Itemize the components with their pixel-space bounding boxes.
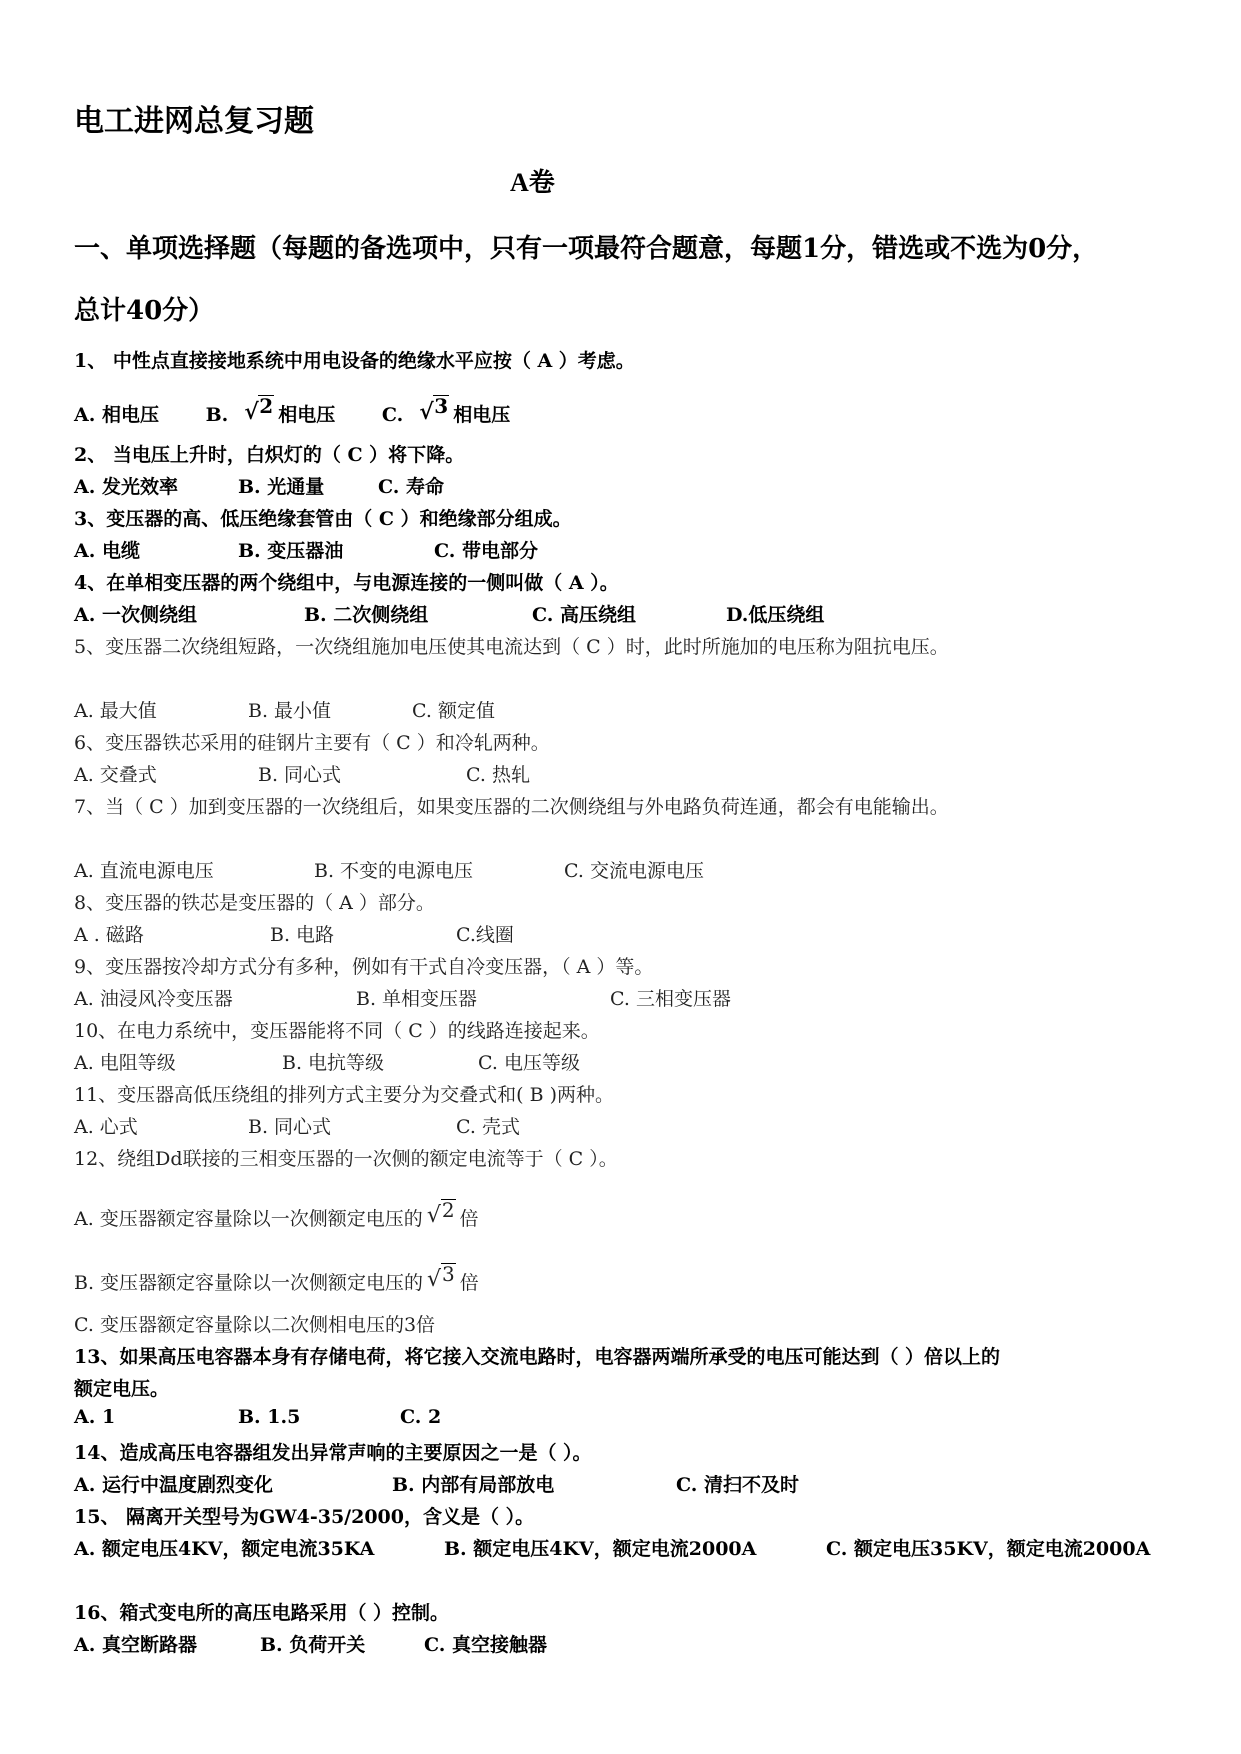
q6-option-c: C. 热轧 xyxy=(466,764,530,786)
q9-option-b: B. 单相变压器 xyxy=(356,988,478,1010)
q14-option-b: B. 内部有局部放电 xyxy=(392,1474,555,1496)
question-16-stem: 16、箱式变电所的高压电路采用（ ）控制。 xyxy=(74,1602,450,1624)
q15-option-c: C. 额定电压35KV，额定电流2000A xyxy=(826,1538,1151,1560)
q13-option-c: C. 2 xyxy=(400,1406,442,1428)
q11-option-c: C. 壳式 xyxy=(456,1116,520,1138)
question-5-stem: 5、变压器二次绕组短路，一次绕组施加电压使其电流达到（ C ）时，此时所施加的电压称为阻抗电压。 xyxy=(74,636,949,658)
q16-option-c: C. 真空接触器 xyxy=(424,1634,548,1656)
question-1-stem: 1、 中性点直接接地系统中用电设备的绝缘水平应按（ A ）考虑。 xyxy=(74,350,635,372)
q5-option-a: A. 最大值 xyxy=(74,700,157,722)
question-4-stem: 4、在单相变压器的两个绕组中，与电源连接的一侧叫做（ A ）。 xyxy=(74,572,619,594)
q4-option-a: A. 一次侧绕组 xyxy=(74,604,197,626)
q10-option-c: C. 电压等级 xyxy=(478,1052,580,1074)
q1-option-a: A. 相电压 xyxy=(74,404,159,426)
question-9-stem: 9、变压器按冷却方式分有多种，例如有干式自冷变压器，（ A ）等。 xyxy=(74,956,654,978)
section-heading-line1: 一、单项选择题（每题的备选项中，只有一项最符合题意，每题1分，错选或不选为0分， xyxy=(74,234,1099,264)
q12-option-c: C. 变压器额定容量除以二次侧相电压的3倍 xyxy=(74,1314,436,1336)
q2-option-c: C. 寿命 xyxy=(378,476,445,498)
paper-subtitle: A卷 xyxy=(510,168,555,197)
q9-option-c: C. 三相变压器 xyxy=(610,988,731,1010)
question-6-stem: 6、变压器铁芯采用的硅钢片主要有（ C ）和冷轧两种。 xyxy=(74,732,550,754)
question-14-stem: 14、造成高压电容器组发出异常声响的主要原因之一是（ ）。 xyxy=(74,1442,592,1464)
q14-option-c: C. 清扫不及时 xyxy=(676,1474,800,1496)
section-heading-line2: 总计40分） xyxy=(74,296,215,326)
q16-option-b: B. 负荷开关 xyxy=(260,1634,366,1656)
sqrt-symbol: √ 2 xyxy=(426,1198,455,1228)
question-13-stem-line1: 13、如果高压电容器本身有存储电荷，将它接入交流电路时，电容器两端所承受的电压可能达到（ ）倍以上的 xyxy=(74,1346,1001,1368)
sqrt-symbol: √ 2 xyxy=(244,394,274,425)
q4-option-b: B. 二次侧绕组 xyxy=(304,604,429,626)
q8-option-a: A . 磁路 xyxy=(74,924,144,946)
question-13-stem-line2: 额定电压。 xyxy=(74,1378,170,1400)
sqrt-symbol: √ 3 xyxy=(427,1262,455,1292)
question-7-stem: 7、当（ C ）加到变压器的一次绕组后，如果变压器的二次侧绕组与外电路负荷连通，都会有电能输出。 xyxy=(74,796,949,818)
q3-option-b: B. 变压器油 xyxy=(238,540,344,562)
q6-option-b: B. 同心式 xyxy=(258,764,342,786)
q1-option-c-prefix: C. xyxy=(381,404,404,426)
q11-option-a: A. 心式 xyxy=(74,1116,138,1138)
q14-option-a: A. 运行中温度剧烈变化 xyxy=(74,1474,273,1496)
q2-option-b: B. 光通量 xyxy=(238,476,325,498)
q15-option-a: A. 额定电压4KV，额定电流35KA xyxy=(74,1538,375,1560)
q13-option-a: A. 1 xyxy=(74,1406,116,1428)
q12-option-a: A. 变压器额定容量除以一次侧额定电压的 √ 2 倍 xyxy=(74,1198,479,1230)
q9-option-a: A. 油浸风冷变压器 xyxy=(74,988,233,1010)
q1-option-c-suffix: 相电压 xyxy=(453,404,511,426)
q1-option-b-suffix: 相电压 xyxy=(278,404,336,426)
q8-option-b: B. 电路 xyxy=(270,924,335,946)
question-12-stem: 12、绕组Dd联接的三相变压器的一次侧的额定电流等于（ C ）。 xyxy=(74,1148,618,1170)
question-10-stem: 10、在电力系统中，变压器能将不同（ C ）的线路连接起来。 xyxy=(74,1020,600,1042)
q11-option-b: B. 同心式 xyxy=(248,1116,332,1138)
q10-option-b: B. 电抗等级 xyxy=(282,1052,385,1074)
question-1-options xyxy=(74,394,511,427)
q4-option-c: C. 高压绕组 xyxy=(532,604,637,626)
q13-option-b: B. 1.5 xyxy=(238,1406,301,1428)
q3-option-c: C. 带电部分 xyxy=(434,540,539,562)
q4-option-d: D.低压绕组 xyxy=(726,604,825,626)
q2-option-a: A. 发光效率 xyxy=(74,476,178,498)
question-8-stem: 8、变压器的铁芯是变压器的（ A ）部分。 xyxy=(74,892,435,914)
question-3-stem: 3、变压器的高、低压绝缘套管由（ C ）和绝缘部分组成。 xyxy=(74,508,572,530)
q10-option-a: A. 电阻等级 xyxy=(74,1052,176,1074)
q12-option-b: B. 变压器额定容量除以一次侧额定电压的 √ 3 倍 xyxy=(74,1262,479,1294)
q8-option-c: C.线圈 xyxy=(456,924,514,946)
question-2-stem: 2、 当电压上升时，白炽灯的（ C ）将下降。 xyxy=(74,444,465,466)
q6-option-a: A. 交叠式 xyxy=(74,764,157,786)
q5-option-b: B. 最小值 xyxy=(248,700,332,722)
q16-option-a: A. 真空断路器 xyxy=(74,1634,197,1656)
q7-option-c: C. 交流电源电压 xyxy=(564,860,704,882)
q7-option-b: B. 不变的电源电压 xyxy=(314,860,474,882)
question-15-stem: 15、 隔离开关型号为GW4-35/2000，含义是（ ）。 xyxy=(74,1506,535,1528)
q3-option-a: A. 电缆 xyxy=(74,540,140,562)
document-title: 电工进网总复习题 xyxy=(74,105,314,138)
sqrt-symbol: √ 3 xyxy=(419,394,449,425)
q1-option-b-prefix: B. xyxy=(205,404,229,426)
q5-option-c: C. 额定值 xyxy=(412,700,495,722)
q15-option-b: B. 额定电压4KV，额定电流2000A xyxy=(444,1538,757,1560)
q7-option-a: A. 直流电源电压 xyxy=(74,860,214,882)
question-11-stem: 11、变压器高低压绕组的排列方式主要分为交叠式和( B )两种。 xyxy=(74,1084,615,1106)
